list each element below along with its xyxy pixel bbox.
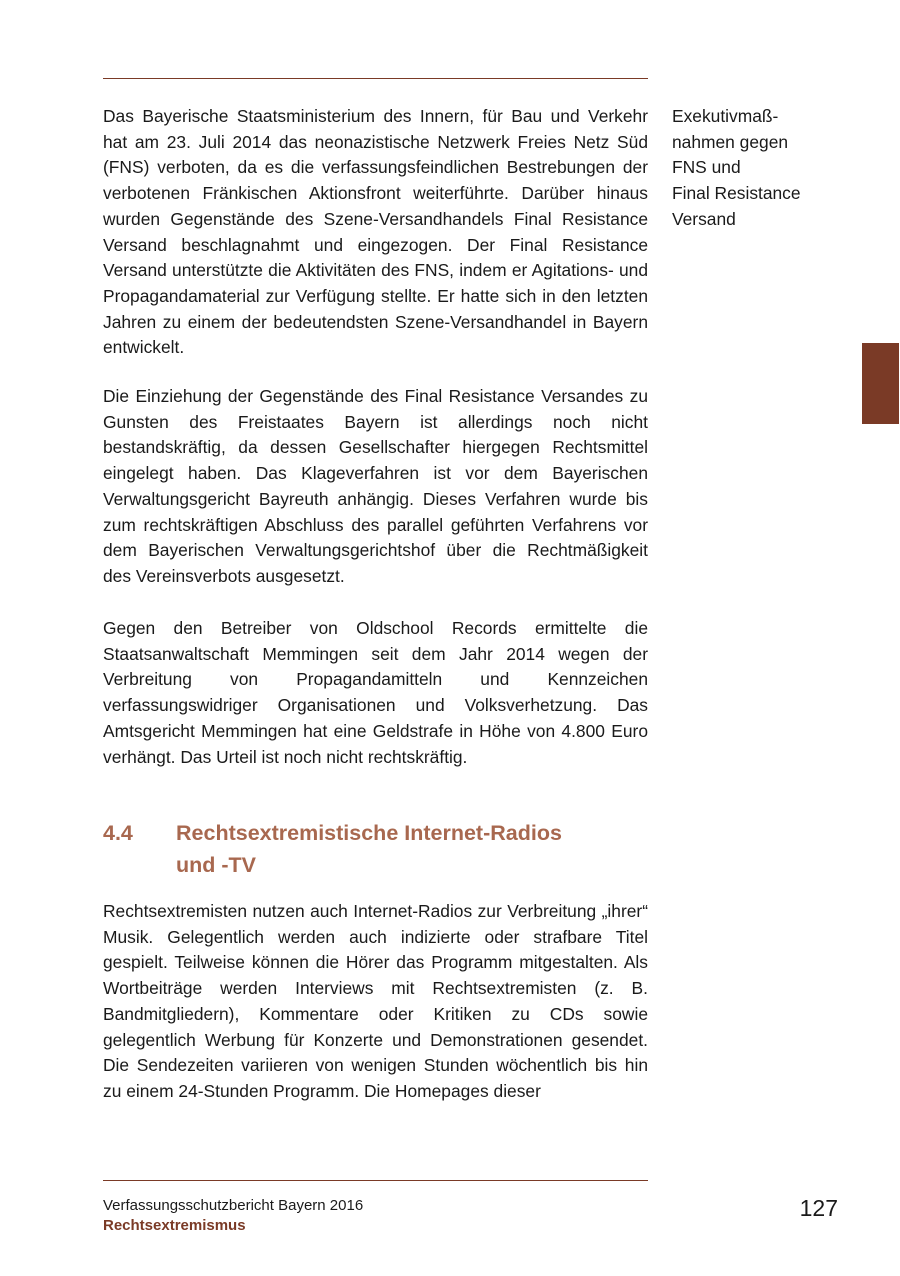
section-title: Rechtsextremistische Internet-Radios und -TV — [176, 821, 562, 877]
chapter-tab-marker — [862, 343, 899, 424]
section-number: 4.4 — [103, 821, 133, 845]
footer-publication: Verfassungsschutzbericht Bayern 2016 — [103, 1197, 364, 1214]
paragraph-internet-radios: Rechtsextremisten nutzen auch Internet-Radios zur Verbreitung „ihrer“ Musik. Gelegentlich werden auch indizierte oder strafbare Titel gespielt. Teilweise können die Hörer das Programm mitgestalten. Als Wortbeiträge werden Interviews mit Rechtsextremisten (z. B. Bandmitgliedern), Kommentare oder Kritiken zu CDs sowie gelegentlich Werbung für Konzerte und Demonstrationen gesendet. Die Sendezeiten variieren von wenigen Stunden wöchentlich bis hin zu einem 24-Stunden Programm. Die Homepages dieser — [103, 901, 648, 1101]
paragraph-fns-ban: Das Bayerische Staatsministerium des Innern, für Bau und Verkehr hat am 23. Juli 2014 das neonazistische Netzwerk Freies Netz Süd (FNS) verboten, da es die verfassungsfeindlichen Bestrebungen der verbotenen Fränkischen Aktionsfront weiterführte. Darüber hinaus wurden Gegenstände des Szene-Versandhandels Final Resistance Versand beschlagnahmt und eingezogen. Der Final Resistance Versand unterstützte die Aktivitäten des FNS, indem er Agitations- und Propagandamaterial zur Verfügung stellte. Er hatte sich in den letzten Jahren zu einem der bedeutendsten Szene-Versandhandel in Bayern entwickelt. — [103, 106, 648, 358]
bottom-rule — [103, 1180, 648, 1181]
page-number: 127 — [799, 1195, 838, 1221]
footer-section: Rechtsextremismus — [103, 1217, 246, 1234]
paragraph-oldschool-records: Gegen den Betreiber von Oldschool Records ermittelte die Staatsanwaltschaft Memmingen seit dem Jahr 2014 wegen der Verbreitung von Propagandamitteln und Kennzeichen verfassungswidriger Organisationen und Volksverhetzung. Das Amtsgericht Memmingen hat eine Geldstrafe in Höhe von 4.800 Euro verhängt. Das Urteil ist noch nicht rechtskräftig. — [103, 618, 648, 767]
paragraph-confiscation: Die Einziehung der Gegenstände des Final Resistance Versandes zu Gunsten des Freistaates Bayern ist allerdings noch nicht bestandskräftig, da dessen Gesellschafter hiergegen Rechtsmittel eingelegt haben. Das Klageverfahren ist vor dem Bayerischen Verwaltungsgericht Bayreuth anhängig. Dieses Verfahren wurde bis zum rechtskräftigen Abschluss des parallel geführten Verfahrens vor dem Bayerischen Verwaltungsgerichtshof über die Rechtmäßigkeit des Vereinsverbots ausgesetzt. — [103, 386, 648, 586]
margin-note: Exekutivmaß- nahmen gegen FNS und Final Resistance Versand — [672, 106, 801, 229]
top-rule — [103, 78, 648, 79]
